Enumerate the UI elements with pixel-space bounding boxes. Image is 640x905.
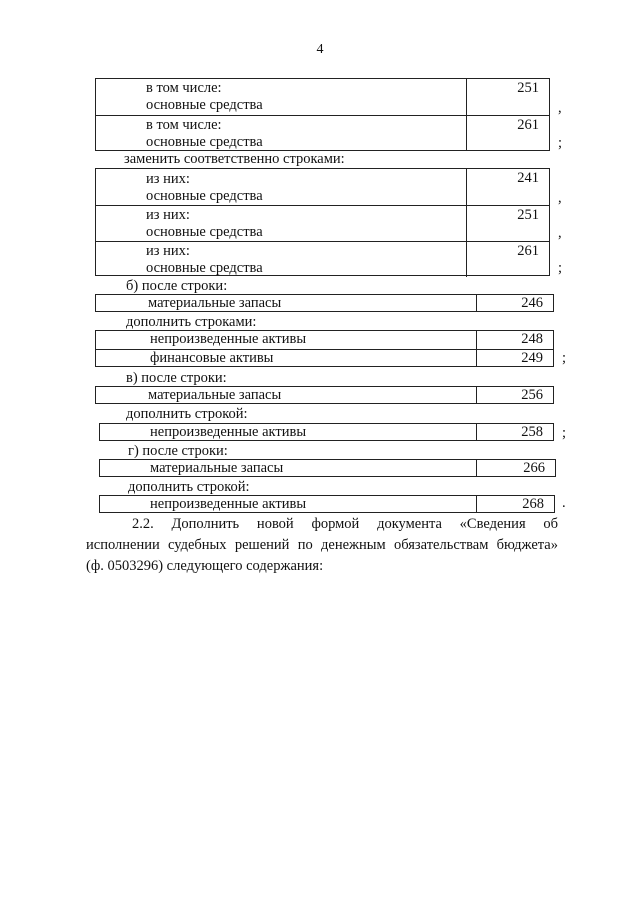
section-g-add-heading: дополнить строкой:	[128, 479, 250, 495]
table-block-1	[95, 78, 550, 151]
row-label: материальные запасы	[148, 387, 282, 403]
row-code: 241	[466, 169, 549, 205]
row-label-line2: основные средства	[146, 260, 263, 276]
row-code: 251	[466, 79, 549, 115]
replace-instruction: заменить соответственно строками:	[124, 151, 345, 167]
table-row	[96, 115, 549, 151]
row-label-line1: в том числе:	[146, 80, 222, 96]
punctuation-mark: ;	[562, 350, 567, 366]
section-g-row-box	[99, 459, 556, 477]
row-label-line2: основные средства	[146, 97, 263, 113]
table-row	[96, 169, 549, 205]
row-label-line1: в том числе:	[146, 117, 222, 133]
row-label: финансовые активы	[150, 350, 274, 366]
section-b-row-box	[95, 294, 554, 312]
punctuation-mark: ;	[562, 425, 567, 441]
table-block-2	[95, 168, 550, 276]
row-code: 246	[476, 295, 553, 311]
punctuation-mark: ,	[558, 225, 562, 241]
page-number: 4	[316, 42, 324, 57]
row-code: 261	[466, 116, 549, 151]
row-label	[96, 79, 466, 115]
row-label-line2: основные средства	[146, 188, 263, 204]
row-label-line1: из них:	[146, 207, 190, 223]
row-code: 266	[476, 460, 555, 476]
row-code: 256	[476, 387, 553, 403]
table-row	[96, 349, 553, 367]
row-label: непроизведенные активы	[150, 424, 307, 440]
row-label: материальные запасы	[148, 295, 282, 311]
row-label: непроизведенные активы	[150, 331, 307, 347]
row-code: 248	[476, 331, 553, 349]
punctuation-mark: ,	[558, 100, 562, 116]
row-code: 261	[466, 242, 549, 277]
section-v-heading: в) после строки:	[126, 370, 227, 386]
section-v-add-heading: дополнить строкой:	[126, 406, 248, 422]
table-row	[96, 79, 549, 115]
row-label: непроизведенные активы	[150, 496, 307, 512]
paragraph-line: (ф. 0503296) следующего содержания:	[86, 558, 324, 574]
punctuation-mark: ;	[558, 135, 563, 151]
row-label-line2: основные средства	[146, 224, 263, 240]
punctuation-mark: ,	[558, 190, 562, 206]
row-code: 268	[476, 496, 554, 512]
section-v-add-box	[99, 423, 554, 441]
punctuation-mark: .	[562, 495, 566, 511]
table-row	[96, 241, 549, 277]
paragraph-line: 2.2. Дополнить новой формой документа «Сведения об	[132, 516, 558, 532]
paragraph-2-2	[86, 514, 558, 577]
row-label-line1: из них:	[146, 171, 190, 187]
section-b-add-heading: дополнить строками:	[126, 314, 257, 330]
row-label: материальные запасы	[150, 460, 284, 476]
table-row	[96, 331, 553, 349]
section-g-add-box	[99, 495, 555, 513]
table-row	[96, 205, 549, 241]
row-label	[96, 206, 466, 241]
row-code: 251	[466, 206, 549, 241]
row-label	[96, 116, 466, 151]
row-label-line2: основные средства	[146, 134, 263, 150]
row-label-line1: из них:	[146, 243, 190, 259]
paragraph-line: исполнении судебных решений по денежным обязательствам бюджета»	[86, 537, 558, 553]
punctuation-mark: ;	[558, 260, 563, 276]
section-v-row-box	[95, 386, 554, 404]
row-code: 249	[476, 350, 553, 367]
section-b-heading: б) после строки:	[126, 278, 228, 294]
section-b-add-box	[95, 330, 554, 367]
section-g-heading: г) после строки:	[128, 443, 228, 459]
row-label	[96, 169, 466, 205]
row-code: 258	[476, 424, 553, 440]
row-label	[96, 242, 466, 277]
